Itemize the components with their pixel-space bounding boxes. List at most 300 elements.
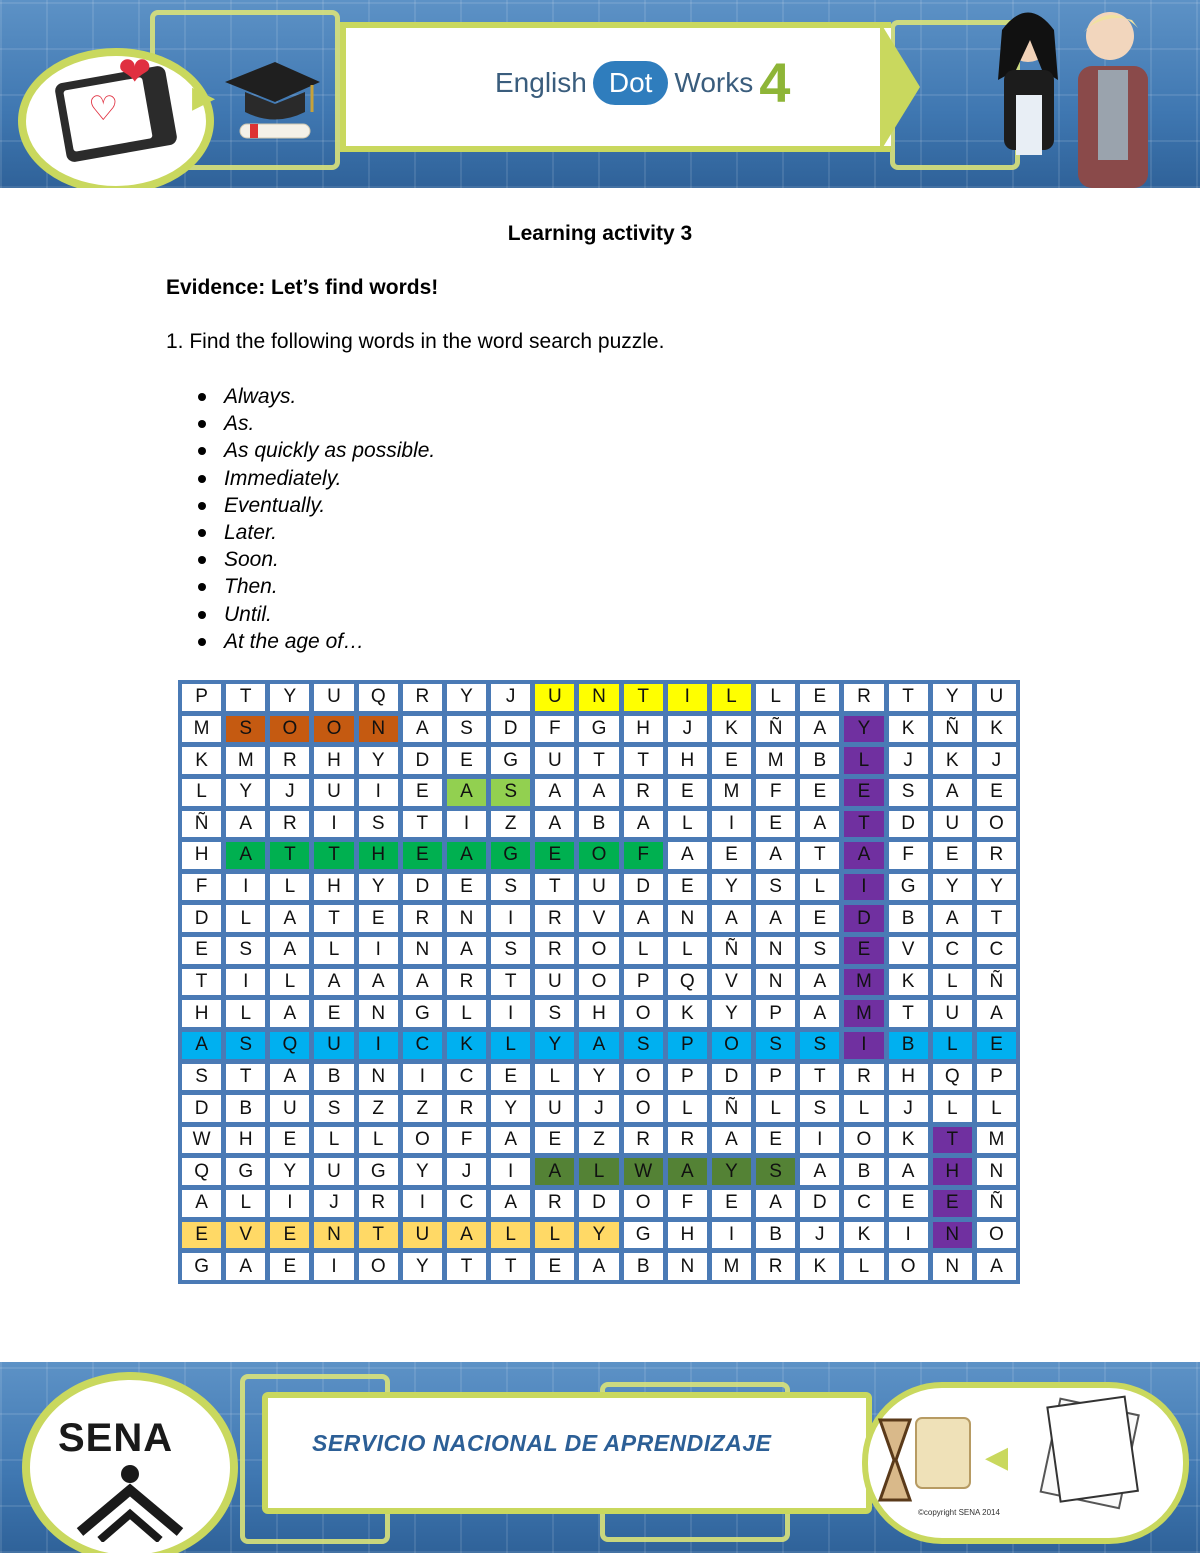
puzzle-cell: N xyxy=(933,1222,972,1249)
puzzle-cell: S xyxy=(226,1032,265,1059)
puzzle-cell: S xyxy=(226,716,265,743)
puzzle-cell: L xyxy=(314,937,353,964)
puzzle-cell: S xyxy=(491,779,530,806)
puzzle-cell: Z xyxy=(491,811,530,838)
puzzle-cell: C xyxy=(977,937,1016,964)
puzzle-cell: E xyxy=(314,1000,353,1027)
puzzle-cell: L xyxy=(933,969,972,996)
puzzle-cell: L xyxy=(226,1190,265,1217)
puzzle-cell: T xyxy=(624,684,663,711)
puzzle-cell: E xyxy=(889,1190,928,1217)
puzzle-cell: U xyxy=(535,684,574,711)
puzzle-cell: T xyxy=(314,842,353,869)
puzzle-cell: D xyxy=(491,716,530,743)
puzzle-cell: A xyxy=(403,716,442,743)
puzzle-cell: M xyxy=(844,969,883,996)
puzzle-cell: H xyxy=(889,1064,928,1091)
puzzle-cell: S xyxy=(800,937,839,964)
puzzle-cell: Y xyxy=(270,1158,309,1185)
puzzle-cell: L xyxy=(668,937,707,964)
puzzle-cell: O xyxy=(579,937,618,964)
puzzle-cell: C xyxy=(933,937,972,964)
puzzle-cell: F xyxy=(182,874,221,901)
puzzle-cell: A xyxy=(712,1127,751,1154)
puzzle-cell: E xyxy=(933,842,972,869)
puzzle-cell: L xyxy=(844,1095,883,1122)
puzzle-cell: L xyxy=(756,684,795,711)
document-stack-icon xyxy=(1030,1392,1150,1512)
puzzle-cell: G xyxy=(579,716,618,743)
puzzle-cell: P xyxy=(182,684,221,711)
puzzle-cell: G xyxy=(182,1253,221,1280)
puzzle-cell: W xyxy=(182,1127,221,1154)
puzzle-cell: J xyxy=(491,684,530,711)
puzzle-cell: R xyxy=(270,747,309,774)
puzzle-cell: L xyxy=(447,1000,486,1027)
puzzle-cell: L xyxy=(491,1222,530,1249)
puzzle-cell: L xyxy=(844,747,883,774)
puzzle-cell: I xyxy=(226,874,265,901)
puzzle-cell: T xyxy=(535,874,574,901)
puzzle-cell: I xyxy=(844,874,883,901)
puzzle-cell: L xyxy=(270,969,309,996)
puzzle-cell: T xyxy=(800,1064,839,1091)
puzzle-cell: Y xyxy=(844,716,883,743)
institution-name: SERVICIO NACIONAL DE APRENDIZAJE xyxy=(312,1430,772,1456)
arrow-right-icon: ▶ xyxy=(192,81,216,114)
puzzle-cell: Y xyxy=(579,1222,618,1249)
puzzle-cell: A xyxy=(226,842,265,869)
puzzle-cell: C xyxy=(447,1190,486,1217)
puzzle-cell: L xyxy=(668,1095,707,1122)
puzzle-cell: A xyxy=(756,1190,795,1217)
hourglass-scroll-icon xyxy=(872,1410,982,1510)
word-list-item: Soon. xyxy=(196,546,435,573)
puzzle-cell: A xyxy=(491,1127,530,1154)
puzzle-cell: K xyxy=(889,969,928,996)
graduation-cap-icon xyxy=(220,52,320,152)
puzzle-cell: H xyxy=(314,874,353,901)
puzzle-cell: T xyxy=(403,811,442,838)
puzzle-cell: A xyxy=(800,1000,839,1027)
puzzle-cell: E xyxy=(800,905,839,932)
puzzle-cell: A xyxy=(579,1032,618,1059)
puzzle-cell: V xyxy=(712,969,751,996)
puzzle-cell: E xyxy=(844,779,883,806)
puzzle-cell: A xyxy=(182,1032,221,1059)
puzzle-cell: Y xyxy=(491,1095,530,1122)
puzzle-cell: G xyxy=(359,1158,398,1185)
puzzle-cell: P xyxy=(756,1064,795,1091)
puzzle-cell: H xyxy=(359,842,398,869)
puzzle-cell: V xyxy=(889,937,928,964)
puzzle-cell: J xyxy=(270,779,309,806)
word-list-item: Eventually. xyxy=(196,492,435,519)
puzzle-cell: D xyxy=(182,905,221,932)
puzzle-cell: I xyxy=(668,684,707,711)
puzzle-cell: N xyxy=(668,905,707,932)
puzzle-cell: Y xyxy=(270,684,309,711)
puzzle-cell: I xyxy=(491,1158,530,1185)
puzzle-cell: Z xyxy=(579,1127,618,1154)
puzzle-cell: T xyxy=(182,969,221,996)
puzzle-cell: R xyxy=(535,905,574,932)
puzzle-cell: C xyxy=(403,1032,442,1059)
puzzle-cell: I xyxy=(844,1032,883,1059)
puzzle-cell: H xyxy=(579,1000,618,1027)
puzzle-cell: U xyxy=(535,1095,574,1122)
puzzle-cell: I xyxy=(226,969,265,996)
puzzle-cell: U xyxy=(933,1000,972,1027)
puzzle-cell: L xyxy=(844,1253,883,1280)
puzzle-cell: L xyxy=(314,1127,353,1154)
puzzle-cell: N xyxy=(447,905,486,932)
puzzle-cell: N xyxy=(403,937,442,964)
puzzle-cell: I xyxy=(712,1222,751,1249)
puzzle-cell: M xyxy=(226,747,265,774)
puzzle-cell: M xyxy=(844,1000,883,1027)
puzzle-cell: I xyxy=(447,811,486,838)
puzzle-cell: O xyxy=(579,842,618,869)
puzzle-cell: T xyxy=(889,1000,928,1027)
puzzle-cell: S xyxy=(182,1064,221,1091)
puzzle-cell: G xyxy=(226,1158,265,1185)
brand-dot: Dot xyxy=(593,61,669,105)
puzzle-cell: N xyxy=(977,1158,1016,1185)
puzzle-cell: A xyxy=(712,905,751,932)
puzzle-cell: T xyxy=(359,1222,398,1249)
puzzle-cell: R xyxy=(756,1253,795,1280)
puzzle-cell: J xyxy=(889,747,928,774)
puzzle-cell: E xyxy=(977,779,1016,806)
puzzle-cell: Q xyxy=(933,1064,972,1091)
puzzle-cell: A xyxy=(579,1253,618,1280)
puzzle-cell: O xyxy=(624,1190,663,1217)
puzzle-cell: V xyxy=(579,905,618,932)
puzzle-cell: T xyxy=(314,905,353,932)
puzzle-cell: S xyxy=(447,716,486,743)
puzzle-cell: I xyxy=(712,811,751,838)
puzzle-cell: D xyxy=(579,1190,618,1217)
puzzle-cell: I xyxy=(359,779,398,806)
puzzle-cell: T xyxy=(933,1127,972,1154)
puzzle-cell: A xyxy=(977,1253,1016,1280)
puzzle-cell: Ñ xyxy=(933,716,972,743)
puzzle-cell: A xyxy=(668,842,707,869)
puzzle-cell: F xyxy=(535,716,574,743)
brand-logo xyxy=(495,50,790,115)
puzzle-cell: U xyxy=(977,684,1016,711)
puzzle-cell: G xyxy=(624,1222,663,1249)
puzzle-cell: Y xyxy=(712,1158,751,1185)
puzzle-cell: A xyxy=(624,811,663,838)
instruction-text: 1. Find the following words in the word search puzzle. xyxy=(166,330,665,353)
puzzle-cell: K xyxy=(844,1222,883,1249)
arrow-left-icon: ◀ xyxy=(985,1441,1009,1474)
word-list xyxy=(196,383,435,655)
puzzle-cell: E xyxy=(668,874,707,901)
puzzle-cell: S xyxy=(800,1032,839,1059)
puzzle-cell: A xyxy=(447,937,486,964)
puzzle-cell: E xyxy=(933,1190,972,1217)
puzzle-cell: E xyxy=(182,937,221,964)
puzzle-cell: J xyxy=(579,1095,618,1122)
puzzle-cell: O xyxy=(624,1000,663,1027)
puzzle-cell: B xyxy=(756,1222,795,1249)
puzzle-cell: Z xyxy=(359,1095,398,1122)
puzzle-cell: K xyxy=(712,716,751,743)
puzzle-cell: E xyxy=(447,747,486,774)
puzzle-cell: S xyxy=(359,811,398,838)
puzzle-cell: F xyxy=(447,1127,486,1154)
puzzle-cell: N xyxy=(756,937,795,964)
puzzle-cell: U xyxy=(314,1032,353,1059)
brand-left: English xyxy=(495,66,587,98)
puzzle-cell: E xyxy=(800,779,839,806)
puzzle-cell: P xyxy=(624,969,663,996)
puzzle-cell: Q xyxy=(270,1032,309,1059)
puzzle-cell: E xyxy=(535,842,574,869)
puzzle-cell: E xyxy=(270,1127,309,1154)
puzzle-cell: L xyxy=(756,1095,795,1122)
puzzle-cell: I xyxy=(314,811,353,838)
puzzle-cell: U xyxy=(535,969,574,996)
puzzle-cell: U xyxy=(314,1158,353,1185)
brand-number: 4 xyxy=(759,51,791,114)
heart-icon: ♡ xyxy=(88,90,119,128)
puzzle-cell: D xyxy=(403,747,442,774)
puzzle-cell: A xyxy=(447,779,486,806)
puzzle-cell: Y xyxy=(447,684,486,711)
puzzle-cell: O xyxy=(270,716,309,743)
sena-logo-mark xyxy=(70,1462,190,1542)
word-list-item: Immediately. xyxy=(196,465,435,492)
puzzle-cell: N xyxy=(756,969,795,996)
word-list-item: Always. xyxy=(196,383,435,410)
word-list-item: Then. xyxy=(196,573,435,600)
puzzle-cell: H xyxy=(933,1158,972,1185)
puzzle-cell: A xyxy=(933,905,972,932)
puzzle-cell: I xyxy=(359,937,398,964)
puzzle-cell: V xyxy=(226,1222,265,1249)
puzzle-cell: A xyxy=(624,905,663,932)
puzzle-cell: F xyxy=(668,1190,707,1217)
puzzle-cell: D xyxy=(712,1064,751,1091)
puzzle-cell: S xyxy=(756,1032,795,1059)
word-search-grid xyxy=(178,680,1020,1284)
puzzle-cell: R xyxy=(270,811,309,838)
puzzle-cell: R xyxy=(447,969,486,996)
puzzle-cell: H xyxy=(226,1127,265,1154)
puzzle-cell: E xyxy=(844,937,883,964)
puzzle-cell: O xyxy=(712,1032,751,1059)
puzzle-cell: A xyxy=(226,1253,265,1280)
puzzle-cell: E xyxy=(977,1032,1016,1059)
puzzle-cell: C xyxy=(447,1064,486,1091)
puzzle-cell: A xyxy=(535,811,574,838)
word-list-item: Until. xyxy=(196,601,435,628)
puzzle-cell: I xyxy=(491,1000,530,1027)
puzzle-cell: A xyxy=(800,811,839,838)
puzzle-cell: Ñ xyxy=(977,1190,1016,1217)
puzzle-cell: L xyxy=(270,874,309,901)
puzzle-cell: Q xyxy=(359,684,398,711)
puzzle-cell: O xyxy=(977,1222,1016,1249)
puzzle-cell: S xyxy=(491,937,530,964)
puzzle-cell: E xyxy=(182,1222,221,1249)
word-list-item: Later. xyxy=(196,519,435,546)
puzzle-cell: F xyxy=(756,779,795,806)
puzzle-cell: E xyxy=(270,1222,309,1249)
puzzle-cell: I xyxy=(800,1127,839,1154)
puzzle-cell: M xyxy=(756,747,795,774)
puzzle-cell: E xyxy=(800,684,839,711)
puzzle-cell: A xyxy=(535,1158,574,1185)
puzzle-cell: I xyxy=(359,1032,398,1059)
puzzle-cell: R xyxy=(535,1190,574,1217)
puzzle-cell: P xyxy=(756,1000,795,1027)
puzzle-cell: K xyxy=(933,747,972,774)
puzzle-cell: J xyxy=(800,1222,839,1249)
puzzle-cell: Y xyxy=(977,874,1016,901)
puzzle-cell: B xyxy=(314,1064,353,1091)
puzzle-cell: A xyxy=(977,1000,1016,1027)
puzzle-cell: K xyxy=(889,716,928,743)
puzzle-cell: E xyxy=(270,1253,309,1280)
puzzle-cell: H xyxy=(182,842,221,869)
puzzle-cell: A xyxy=(314,969,353,996)
puzzle-cell: K xyxy=(800,1253,839,1280)
puzzle-cell: Y xyxy=(579,1064,618,1091)
puzzle-cell: B xyxy=(226,1095,265,1122)
puzzle-cell: A xyxy=(270,1064,309,1091)
puzzle-cell: K xyxy=(182,747,221,774)
puzzle-cell: R xyxy=(403,905,442,932)
puzzle-cell: G xyxy=(491,842,530,869)
puzzle-cell: A xyxy=(270,937,309,964)
puzzle-cell: L xyxy=(933,1095,972,1122)
puzzle-cell: G xyxy=(491,747,530,774)
puzzle-cell: R xyxy=(403,684,442,711)
puzzle-cell: A xyxy=(270,905,309,932)
puzzle-cell: T xyxy=(624,747,663,774)
puzzle-cell: Ñ xyxy=(182,811,221,838)
puzzle-cell: A xyxy=(800,969,839,996)
puzzle-cell: T xyxy=(491,969,530,996)
puzzle-cell: W xyxy=(624,1158,663,1185)
puzzle-cell: K xyxy=(889,1127,928,1154)
puzzle-cell: A xyxy=(579,779,618,806)
puzzle-cell: N xyxy=(933,1253,972,1280)
puzzle-cell: E xyxy=(403,842,442,869)
puzzle-cell: A xyxy=(491,1190,530,1217)
puzzle-cell: E xyxy=(447,874,486,901)
puzzle-cell: S xyxy=(624,1032,663,1059)
puzzle-cell: M xyxy=(712,1253,751,1280)
puzzle-cell: L xyxy=(535,1222,574,1249)
word-list-item: As quickly as possible. xyxy=(196,437,435,464)
sena-logo-text: SENA xyxy=(58,1416,174,1460)
puzzle-cell: L xyxy=(933,1032,972,1059)
puzzle-cell: N xyxy=(359,1000,398,1027)
puzzle-cell: A xyxy=(535,779,574,806)
puzzle-cell: Ñ xyxy=(712,937,751,964)
puzzle-cell: Z xyxy=(403,1095,442,1122)
puzzle-cell: U xyxy=(314,779,353,806)
puzzle-cell: R xyxy=(624,779,663,806)
puzzle-cell: K xyxy=(668,1000,707,1027)
puzzle-cell: U xyxy=(579,874,618,901)
puzzle-cell: M xyxy=(712,779,751,806)
puzzle-cell: R xyxy=(447,1095,486,1122)
puzzle-cell: A xyxy=(270,1000,309,1027)
puzzle-cell: T xyxy=(226,684,265,711)
puzzle-cell: I xyxy=(491,905,530,932)
puzzle-cell: L xyxy=(800,874,839,901)
puzzle-cell: N xyxy=(668,1253,707,1280)
puzzle-cell: A xyxy=(756,905,795,932)
puzzle-cell: F xyxy=(624,842,663,869)
puzzle-cell: H xyxy=(624,716,663,743)
puzzle-cell: Y xyxy=(226,779,265,806)
puzzle-cell: O xyxy=(844,1127,883,1154)
puzzle-cell: S xyxy=(314,1095,353,1122)
puzzle-cell: L xyxy=(226,1000,265,1027)
puzzle-cell: K xyxy=(447,1032,486,1059)
puzzle-cell: O xyxy=(624,1064,663,1091)
puzzle-cell: A xyxy=(182,1190,221,1217)
hearts-icon: ❤ xyxy=(118,50,152,94)
puzzle-cell: I xyxy=(314,1253,353,1280)
puzzle-cell: U xyxy=(314,684,353,711)
puzzle-cell: P xyxy=(668,1032,707,1059)
puzzle-cell: Ñ xyxy=(977,969,1016,996)
puzzle-cell: T xyxy=(800,842,839,869)
puzzle-cell: B xyxy=(579,811,618,838)
puzzle-cell: L xyxy=(977,1095,1016,1122)
puzzle-cell: E xyxy=(535,1253,574,1280)
puzzle-cell: R xyxy=(668,1127,707,1154)
puzzle-cell: R xyxy=(844,1064,883,1091)
puzzle-cell: E xyxy=(712,1190,751,1217)
puzzle-cell: T xyxy=(579,747,618,774)
puzzle-cell: A xyxy=(447,842,486,869)
puzzle-cell: E xyxy=(535,1127,574,1154)
puzzle-cell: A xyxy=(403,969,442,996)
puzzle-cell: B xyxy=(844,1158,883,1185)
puzzle-cell: D xyxy=(800,1190,839,1217)
puzzle-cell: D xyxy=(624,874,663,901)
header-banner xyxy=(0,0,1200,188)
puzzle-cell: E xyxy=(668,779,707,806)
puzzle-cell: A xyxy=(756,842,795,869)
puzzle-cell: I xyxy=(270,1190,309,1217)
puzzle-cell: J xyxy=(447,1158,486,1185)
puzzle-cell: M xyxy=(182,716,221,743)
puzzle-cell: O xyxy=(624,1095,663,1122)
puzzle-cell: L xyxy=(624,937,663,964)
puzzle-cell: E xyxy=(359,905,398,932)
puzzle-cell: H xyxy=(668,1222,707,1249)
puzzle-cell: D xyxy=(182,1095,221,1122)
puzzle-cell: O xyxy=(403,1127,442,1154)
puzzle-cell: Y xyxy=(933,684,972,711)
puzzle-cell: O xyxy=(314,716,353,743)
puzzle-cell: D xyxy=(403,874,442,901)
puzzle-cell: S xyxy=(226,937,265,964)
puzzle-cell: T xyxy=(270,842,309,869)
puzzle-cell: F xyxy=(889,842,928,869)
